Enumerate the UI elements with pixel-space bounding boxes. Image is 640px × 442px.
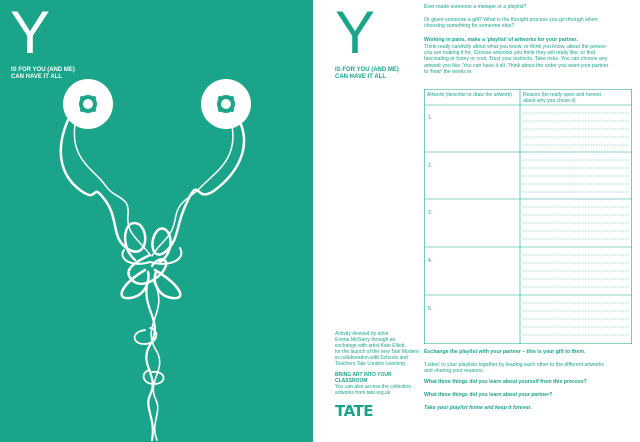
activity-credit (335, 331, 420, 396)
task-heading: Working in pairs, make a 'playlist' of artworks for your partner. (424, 37, 578, 43)
left-poster-panel (0, 0, 313, 442)
take-home-note: Take your playlist home and keep it forever. (424, 405, 532, 411)
worksheet-subtitle-line1: IS FOR YOU (AND ME) (335, 67, 399, 73)
left-reel-icon (63, 79, 113, 129)
poster-subtitle-line1: IS FOR YOU (AND ME) (11, 67, 75, 73)
task-line: Think really carefully about what you know, or think you know, about the person (424, 43, 606, 50)
worksheet-subtitle-line2: CAN HAVE IT ALL (335, 74, 386, 80)
listen-instruction (424, 362, 634, 375)
credit-line: Teachers Tate London Learning (335, 361, 405, 368)
exchange-instruction: Exchange the playlist with your partner – this is your gift to them. (424, 349, 586, 355)
intro-question-2-line1: Or given someone a gift? What is the thought process you go through when (424, 17, 598, 23)
row-number-1: 1. (428, 115, 433, 121)
listen-instruction-line1: 'Listen' to your playlists together by leading each other to the different artworks (424, 362, 605, 368)
playlist-table (424, 89, 632, 344)
tate-logo: TATE (335, 402, 373, 420)
bring-art-line2: artworks from tate.org.uk (335, 389, 391, 396)
credit-line: in collaboration with Schools and (335, 355, 408, 362)
task-line: to 'hear' the works in. (424, 69, 473, 76)
bring-art-heading: BRING ART INTO YOUR CLASSROOM (335, 371, 392, 384)
ribbon-tape-illustration (0, 0, 313, 442)
credit-line: Activity devised by artist (335, 331, 389, 337)
reason-column-header-line2: about why you chose it) (523, 98, 576, 104)
playlist-table-grid (424, 89, 632, 344)
right-worksheet-panel (313, 0, 640, 442)
question-yourself: What three things did you learn about yourself from this process? (424, 379, 587, 385)
artwork-column-header: Artwork (describe or draw the artwork) (427, 92, 512, 98)
credit-line: Emma McGarry through an (335, 337, 396, 344)
intro-question-1: Ever made someone a mixtape or a playlist? (424, 4, 527, 10)
poster-letter: Y (10, 0, 51, 66)
poster-subtitle-line2: CAN HAVE IT ALL (11, 74, 62, 80)
credit-line: for the launch of the new Tate Modern (335, 349, 419, 356)
bring-art-line1: You can also access the collection (335, 383, 411, 390)
row-number-3: 3. (428, 210, 433, 216)
worksheet-subtitle (335, 67, 415, 81)
task-line: artwork you like. You can have it all. Think about the order you want your partner (424, 62, 609, 69)
task-line: you are making it for. Choose artworks you think they will really like, or find (424, 49, 595, 56)
credit-line: exchange with artist Kate Elliott (335, 343, 405, 350)
reason-column-header-line1: Reason (be really open and honest (523, 92, 601, 98)
listen-instruction-line2: and sharing your reasons. (424, 368, 484, 375)
row-number-4: 4. (428, 258, 433, 264)
row-number-5: 5. (428, 306, 433, 312)
worksheet-letter: Y (335, 0, 376, 66)
question-partner: What three things did you learn about your partner? (424, 392, 553, 398)
reason-column-header (523, 92, 631, 104)
intro-question-2 (424, 17, 634, 30)
right-reel-icon (201, 79, 251, 129)
row-number-2: 2. (428, 163, 433, 169)
task-line: fascinating or funny or cool. Trust your instincts. Take risks. You can choose any (424, 56, 608, 63)
task-instructions (424, 44, 634, 76)
intro-question-2-line2: choosing something for someone else? (424, 23, 515, 30)
